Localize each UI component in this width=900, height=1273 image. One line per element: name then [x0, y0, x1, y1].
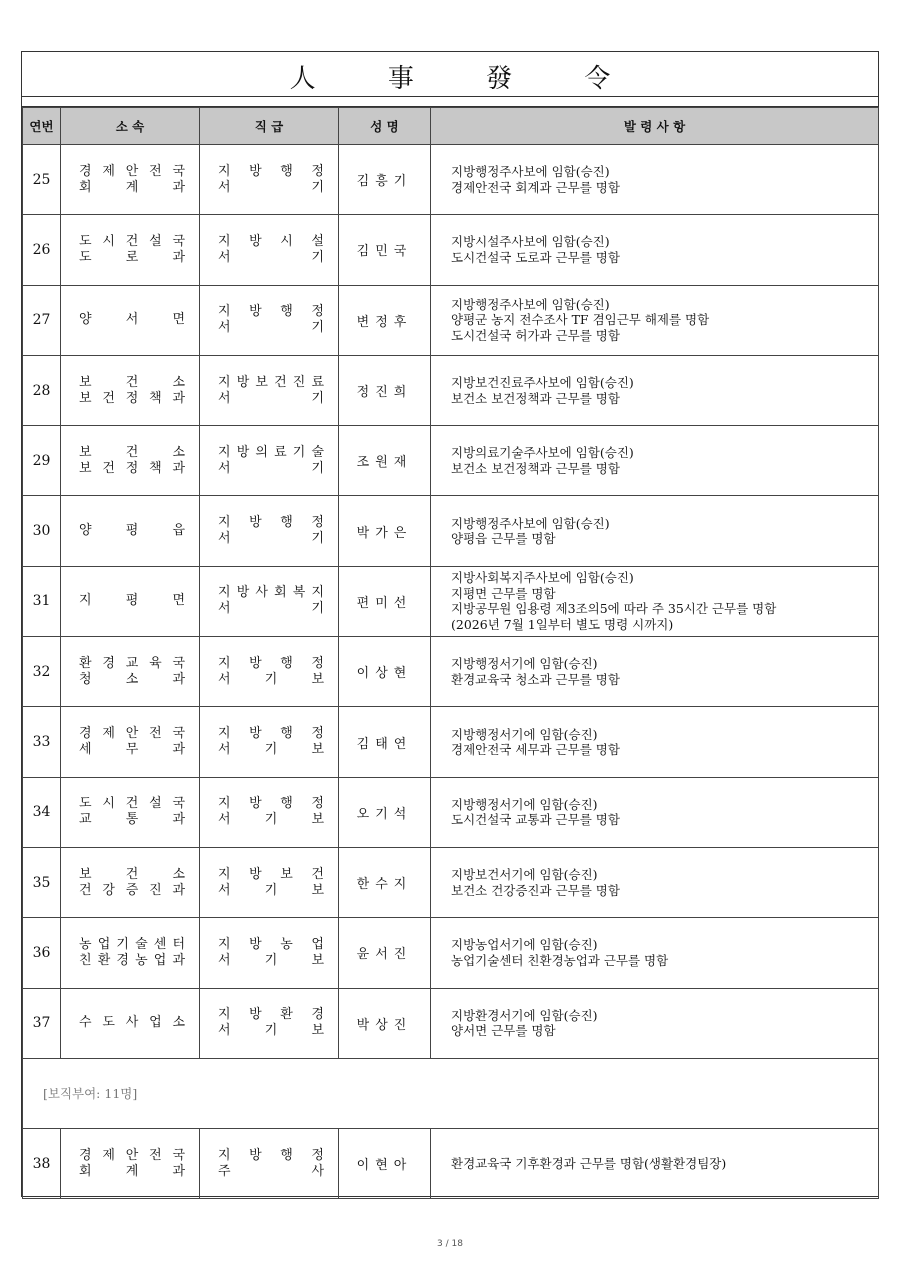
department-cell — [61, 988, 200, 1058]
grade-line: 지 방 환 경 — [218, 1007, 324, 1023]
order-description — [431, 215, 879, 285]
grade-cell — [200, 988, 339, 1058]
row-number: 31 — [23, 566, 61, 636]
grade-line: 지 방 시 설 — [218, 233, 324, 249]
person-name: 박상진 — [339, 988, 431, 1058]
department-cell — [61, 355, 200, 425]
grade-line: 지 방 행 정 — [218, 304, 324, 320]
order-line: 보건소 보건정책과 근무를 명함 — [451, 460, 620, 476]
order-line: 도시건설국 도로과 근무를 명함 — [451, 249, 620, 265]
department-line: 세 무 과 — [79, 742, 185, 758]
row-number: 30 — [23, 496, 61, 566]
department-line: 경 제 안 전 국 — [79, 163, 185, 179]
grade-cell — [200, 637, 339, 707]
order-description — [431, 355, 879, 425]
row-number: 37 — [23, 988, 61, 1058]
order-description — [431, 566, 879, 636]
order-line: 지방농업서기에 임함(승진) — [451, 937, 598, 953]
department-cell — [61, 707, 200, 777]
order-description — [431, 145, 879, 215]
grade-line: 서 기 보 — [218, 882, 324, 898]
department-cell — [61, 426, 200, 496]
order-description — [431, 777, 879, 847]
row-number: 32 — [23, 637, 61, 707]
row-number: 33 — [23, 707, 61, 777]
order-description — [431, 988, 879, 1058]
person-name: 박가은 — [339, 496, 431, 566]
table-row — [23, 426, 879, 496]
department-line: 건 강 증 진 과 — [79, 882, 185, 898]
person-name: 김태연 — [339, 707, 431, 777]
grade-cell — [200, 707, 339, 777]
table-row — [23, 988, 879, 1058]
department-cell — [61, 496, 200, 566]
grade-line: 지 방 행 정 — [218, 515, 324, 531]
page-number: 3 / 18 — [437, 1239, 463, 1249]
header-dept: 소 속 — [61, 108, 200, 145]
assignment-note: [보직부여: 11명] — [23, 1058, 879, 1128]
department-line: 환 경 교 육 국 — [79, 655, 185, 671]
table-row — [23, 707, 879, 777]
table-row — [23, 496, 879, 566]
grade-line: 주 사 — [218, 1163, 324, 1179]
department-line: 청 소 과 — [79, 671, 185, 687]
department-cell — [61, 285, 200, 355]
row-number: 36 — [23, 918, 61, 988]
table-body — [23, 145, 879, 1199]
grade-line: 지 방 행 정 — [218, 163, 324, 179]
personnel-order-document — [21, 51, 879, 1197]
department-line: 회 계 과 — [79, 1163, 185, 1179]
grade-line: 지 방 행 정 — [218, 796, 324, 812]
grade-cell — [200, 1128, 339, 1198]
header-no: 연번 — [23, 108, 61, 145]
department-cell — [61, 566, 200, 636]
department-line: 지 평 면 — [79, 593, 185, 609]
order-description — [431, 637, 879, 707]
department-cell — [61, 918, 200, 988]
order-line: 지방행정주사보에 임함(승진) — [451, 164, 610, 180]
department-cell — [61, 777, 200, 847]
department-cell — [61, 637, 200, 707]
row-number: 28 — [23, 355, 61, 425]
grade-cell — [200, 847, 339, 917]
person-name: 조원재 — [339, 426, 431, 496]
row-number: 29 — [23, 426, 61, 496]
person-name: 오기석 — [339, 777, 431, 847]
order-line: 지방행정서기에 임함(승진) — [451, 726, 598, 742]
title-separator — [22, 96, 878, 107]
person-name: 김민국 — [339, 215, 431, 285]
grade-line: 서 기 — [218, 249, 324, 265]
person-name: 정진희 — [339, 355, 431, 425]
table-row — [23, 847, 879, 917]
row-number: 38 — [23, 1128, 61, 1198]
grade-cell — [200, 215, 339, 285]
grade-cell — [200, 355, 339, 425]
department-line: 보 건 정 책 과 — [79, 460, 185, 476]
grade-line: 서 기 보 — [218, 671, 324, 687]
order-line: 지방사회복지주사보에 임함(승진) — [451, 570, 634, 586]
grade-cell — [200, 426, 339, 496]
grade-line: 지 방 보 건 — [218, 866, 324, 882]
table-row — [23, 1128, 879, 1198]
department-line: 도 시 건 설 국 — [79, 796, 185, 812]
grade-cell — [200, 918, 339, 988]
order-description — [431, 918, 879, 988]
order-line: 양서면 근무를 명함 — [451, 1023, 556, 1039]
header-desc: 발 령 사 항 — [431, 108, 879, 145]
order-line: 경제안전국 회계과 근무를 명함 — [451, 179, 620, 195]
order-description — [431, 1128, 879, 1198]
person-name: 편미선 — [339, 566, 431, 636]
department-line: 친 환 경 농 업 과 — [79, 952, 185, 968]
department-line: 경 제 안 전 국 — [79, 1147, 185, 1163]
order-description — [431, 426, 879, 496]
order-line: 보건소 보건정책과 근무를 명함 — [451, 390, 620, 406]
person-name: 김흥기 — [339, 145, 431, 215]
grade-cell — [200, 285, 339, 355]
table-row — [23, 566, 879, 636]
order-line: 경제안전국 세무과 근무를 명함 — [451, 742, 620, 758]
department-line: 보 건 소 — [79, 374, 185, 390]
personnel-table — [22, 107, 879, 1199]
department-line: 경 제 안 전 국 — [79, 726, 185, 742]
grade-line: 지 방 의 료 기 술 — [218, 444, 324, 460]
order-line: 지방행정주사보에 임함(승진) — [451, 296, 610, 312]
department-line: 수 도 사 업 소 — [79, 1015, 185, 1031]
order-line: 지평면 근무를 명함 — [451, 585, 556, 601]
table-row — [23, 637, 879, 707]
grade-cell — [200, 496, 339, 566]
order-line: 양평읍 근무를 명함 — [451, 531, 556, 547]
order-line: 지방행정주사보에 임함(승진) — [451, 515, 610, 531]
person-name: 변정후 — [339, 285, 431, 355]
order-line: 환경교육국 청소과 근무를 명함 — [451, 671, 620, 687]
grade-line: 서 기 보 — [218, 742, 324, 758]
grade-line: 서 기 — [218, 531, 324, 547]
grade-line: 서 기 보 — [218, 952, 324, 968]
grade-line: 지 방 농 업 — [218, 936, 324, 952]
header-name: 성 명 — [339, 108, 431, 145]
department-cell — [61, 145, 200, 215]
row-number: 27 — [23, 285, 61, 355]
grade-line: 서 기 — [218, 179, 324, 195]
order-line: 도시건설국 허가과 근무를 명함 — [451, 327, 620, 343]
table-row — [23, 285, 879, 355]
order-line: 지방보건진료주사보에 임함(승진) — [451, 375, 634, 391]
table-row — [23, 355, 879, 425]
department-line: 보 건 소 — [79, 444, 185, 460]
department-cell — [61, 1128, 200, 1198]
department-line: 도 로 과 — [79, 249, 185, 265]
assignment-note-row — [23, 1058, 879, 1128]
header-grade: 직 급 — [200, 108, 339, 145]
table-row — [23, 777, 879, 847]
order-line: 도시건설국 교통과 근무를 명함 — [451, 812, 620, 828]
department-line: 양 평 읍 — [79, 523, 185, 539]
order-description — [431, 847, 879, 917]
department-line: 농 업 기 술 센 터 — [79, 936, 185, 952]
order-line: 양평군 농지 전수조사 TF 겸임근무 해제를 명함 — [451, 312, 710, 328]
department-line: 보 건 소 — [79, 866, 185, 882]
person-name: 한수지 — [339, 847, 431, 917]
title-box — [22, 52, 878, 97]
order-line: 보건소 건강증진과 근무를 명함 — [451, 882, 620, 898]
order-line: 지방공무원 임용령 제3조의5에 따라 주 35시간 근무를 명함 — [451, 601, 777, 617]
person-name: 윤서진 — [339, 918, 431, 988]
order-description — [431, 496, 879, 566]
row-number: 35 — [23, 847, 61, 917]
person-name: 이상현 — [339, 637, 431, 707]
grade-cell — [200, 145, 339, 215]
order-line: 농업기술센터 친환경농업과 근무를 명함 — [451, 952, 669, 968]
grade-line: 지 방 사 회 복 지 — [218, 585, 324, 601]
row-number: 34 — [23, 777, 61, 847]
department-line: 보 건 정 책 과 — [79, 390, 185, 406]
order-line: 지방행정서기에 임함(승진) — [451, 796, 598, 812]
order-line: 환경교육국 기후환경과 근무를 명함(생활환경팀장) — [451, 1155, 727, 1171]
department-cell — [61, 847, 200, 917]
grade-line: 서 기 보 — [218, 1023, 324, 1039]
table-row — [23, 215, 879, 285]
grade-line: 서 기 — [218, 320, 324, 336]
department-line: 교 통 과 — [79, 812, 185, 828]
order-line: 지방시설주사보에 임함(승진) — [451, 234, 610, 250]
order-description — [431, 707, 879, 777]
grade-line: 지 방 행 정 — [218, 655, 324, 671]
department-line: 회 계 과 — [79, 179, 185, 195]
table-header-row — [23, 108, 879, 145]
row-number: 26 — [23, 215, 61, 285]
order-line: (2026년 7월 1일부터 별도 명령 시까지) — [451, 616, 674, 632]
order-line: 지방행정서기에 임함(승진) — [451, 656, 598, 672]
grade-line: 서 기 보 — [218, 812, 324, 828]
grade-cell — [200, 566, 339, 636]
row-number: 25 — [23, 145, 61, 215]
grade-line: 서 기 — [218, 390, 324, 406]
grade-line: 서 기 — [218, 460, 324, 476]
grade-line: 지 방 보 건 진 료 — [218, 374, 324, 390]
grade-line: 지 방 행 정 — [218, 726, 324, 742]
department-line: 도 시 건 설 국 — [79, 233, 185, 249]
order-line: 지방의료기술주사보에 임함(승진) — [451, 445, 634, 461]
grade-line: 서 기 — [218, 601, 324, 617]
order-description — [431, 285, 879, 355]
grade-cell — [200, 777, 339, 847]
document-title: 人 事 發 令 — [289, 64, 643, 94]
order-line: 지방환경서기에 임함(승진) — [451, 1007, 598, 1023]
grade-line: 지 방 행 정 — [218, 1147, 324, 1163]
department-cell — [61, 215, 200, 285]
table-row — [23, 918, 879, 988]
department-line: 양 서 면 — [79, 312, 185, 328]
order-line: 지방보건서기에 임함(승진) — [451, 867, 598, 883]
person-name: 이현아 — [339, 1128, 431, 1198]
table-row — [23, 145, 879, 215]
